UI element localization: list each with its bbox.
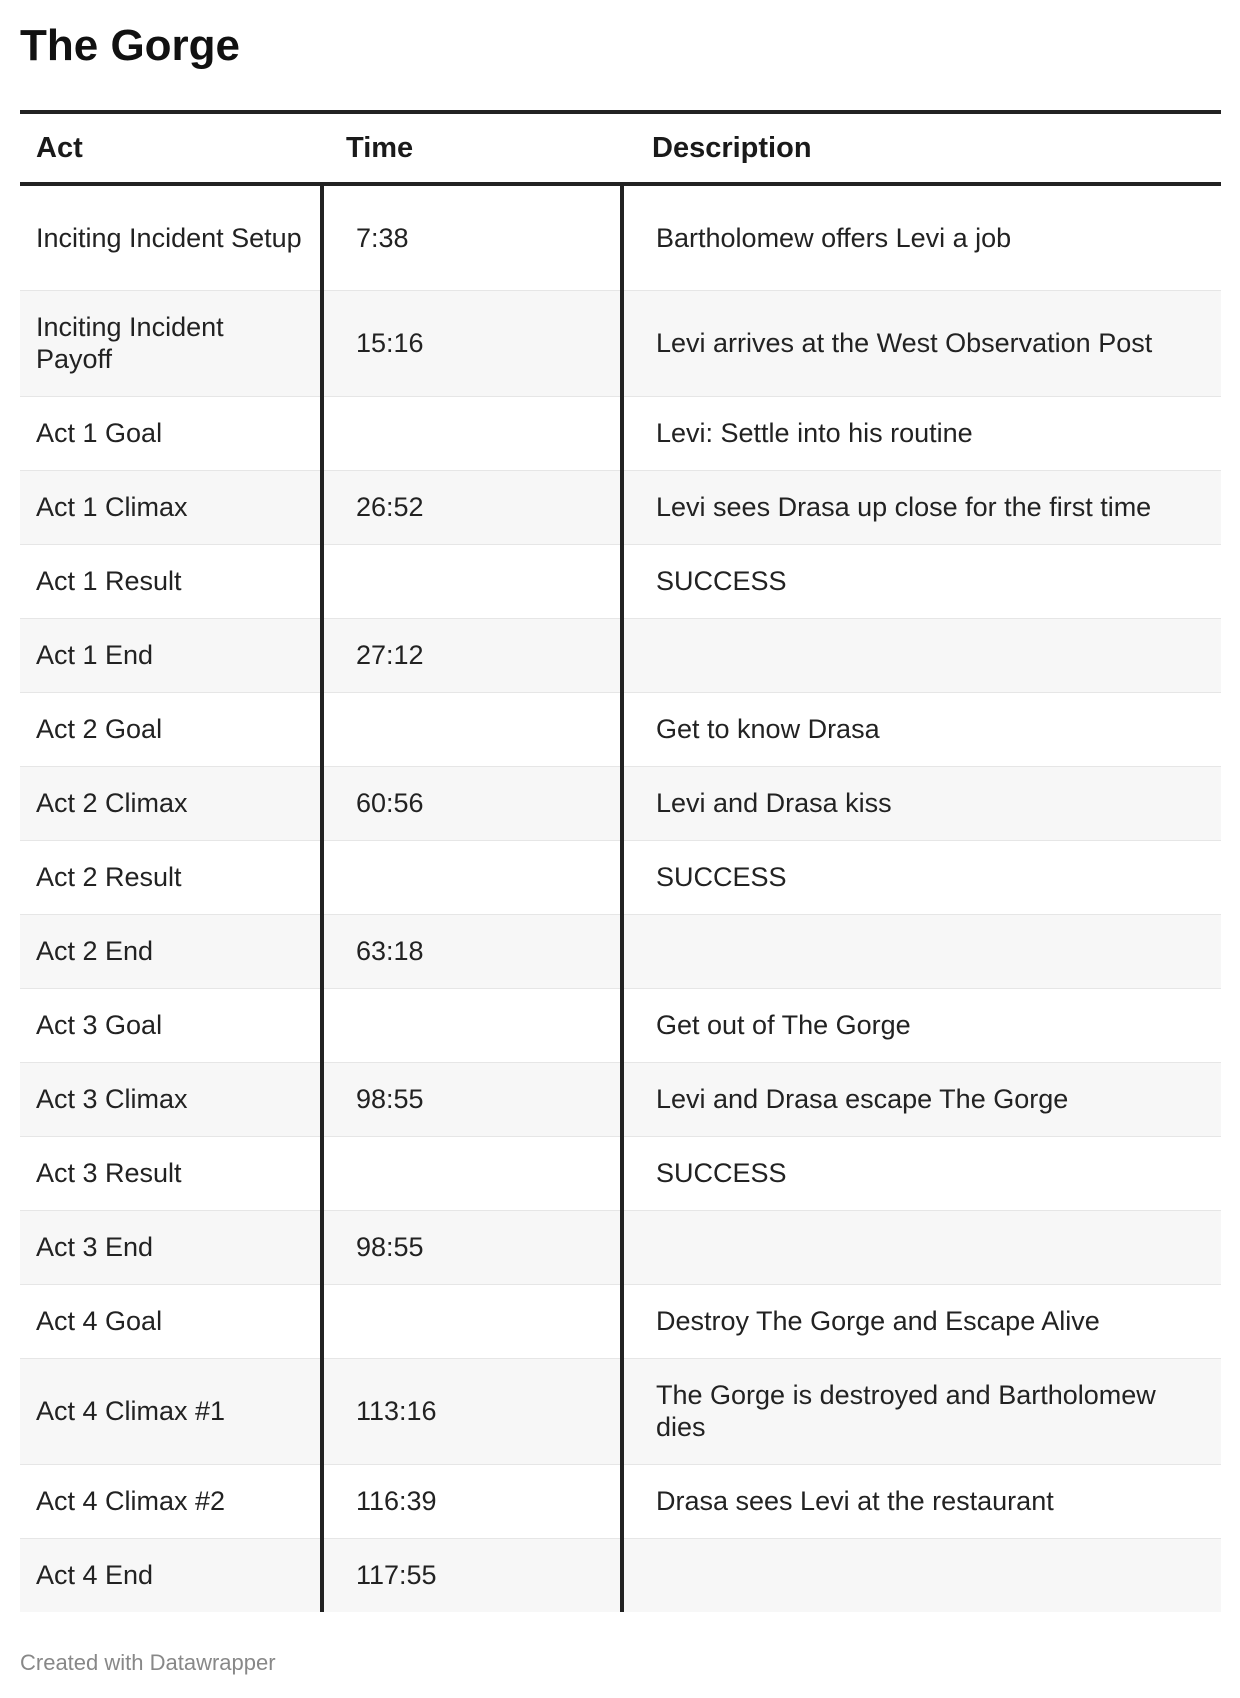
cell-time — [322, 988, 622, 1062]
table-row — [20, 1210, 1221, 1284]
cell-act: Inciting Incident Setup — [20, 184, 322, 290]
cell-description: Levi arrives at the West Observation Post — [622, 290, 1221, 396]
table-row — [20, 1062, 1221, 1136]
acts-table — [20, 110, 1221, 1612]
table-row — [20, 914, 1221, 988]
cell-time: 98:55 — [322, 1062, 622, 1136]
cell-time — [322, 1136, 622, 1210]
table-row — [20, 1284, 1221, 1358]
cell-description: Levi: Settle into his routine — [622, 396, 1221, 470]
cell-act: Act 3 Climax — [20, 1062, 322, 1136]
cell-description — [622, 618, 1221, 692]
cell-description: Get to know Drasa — [622, 692, 1221, 766]
cell-act: Act 1 Result — [20, 544, 322, 618]
cell-act: Act 4 Goal — [20, 1284, 322, 1358]
cell-description: Levi and Drasa escape The Gorge — [622, 1062, 1221, 1136]
cell-act: Act 4 End — [20, 1538, 322, 1612]
cell-description — [622, 1538, 1221, 1612]
cell-time: 98:55 — [322, 1210, 622, 1284]
cell-act: Act 3 Goal — [20, 988, 322, 1062]
table-row — [20, 1538, 1221, 1612]
cell-time — [322, 1284, 622, 1358]
table-body — [20, 184, 1221, 1612]
table-row — [20, 290, 1221, 396]
cell-description: Get out of The Gorge — [622, 988, 1221, 1062]
cell-time: 60:56 — [322, 766, 622, 840]
table-row — [20, 988, 1221, 1062]
table-row — [20, 396, 1221, 470]
cell-description: SUCCESS — [622, 544, 1221, 618]
table-row — [20, 1464, 1221, 1538]
cell-time: 27:12 — [322, 618, 622, 692]
footer-credit: Created with Datawrapper — [20, 1650, 276, 1675]
cell-description: Drasa sees Levi at the restaurant — [622, 1464, 1221, 1538]
table-row — [20, 1136, 1221, 1210]
table-row — [20, 470, 1221, 544]
cell-time: 117:55 — [322, 1538, 622, 1612]
cell-description: The Gorge is destroyed and Bartholomew dies — [622, 1358, 1221, 1464]
cell-description: Levi and Drasa kiss — [622, 766, 1221, 840]
cell-act: Act 4 Climax #1 — [20, 1358, 322, 1464]
cell-time — [322, 396, 622, 470]
cell-act: Act 2 End — [20, 914, 322, 988]
cell-description: Bartholomew offers Levi a job — [622, 184, 1221, 290]
cell-act: Act 2 Goal — [20, 692, 322, 766]
column-header-act: Act — [20, 112, 322, 184]
cell-act: Act 4 Climax #2 — [20, 1464, 322, 1538]
cell-time: 7:38 — [322, 184, 622, 290]
cell-time — [322, 840, 622, 914]
cell-act: Inciting Incident Payoff — [20, 290, 322, 396]
cell-act: Act 1 End — [20, 618, 322, 692]
cell-act: Act 1 Climax — [20, 470, 322, 544]
cell-time — [322, 692, 622, 766]
cell-act: Act 3 End — [20, 1210, 322, 1284]
table-row — [20, 840, 1221, 914]
page-title: The Gorge — [20, 21, 241, 70]
column-header-time: Time — [322, 112, 622, 184]
table-row — [20, 184, 1221, 290]
cell-description: SUCCESS — [622, 1136, 1221, 1210]
cell-act: Act 1 Goal — [20, 396, 322, 470]
cell-time: 116:39 — [322, 1464, 622, 1538]
table-row — [20, 692, 1221, 766]
cell-act: Act 3 Result — [20, 1136, 322, 1210]
cell-description — [622, 1210, 1221, 1284]
table-row — [20, 766, 1221, 840]
cell-description: Destroy The Gorge and Escape Alive — [622, 1284, 1221, 1358]
table-row — [20, 544, 1221, 618]
cell-time: 113:16 — [322, 1358, 622, 1464]
cell-description: SUCCESS — [622, 840, 1221, 914]
cell-act: Act 2 Climax — [20, 766, 322, 840]
table-header — [20, 112, 1221, 184]
table-row — [20, 1358, 1221, 1464]
cell-time: 26:52 — [322, 470, 622, 544]
cell-act: Act 2 Result — [20, 840, 322, 914]
cell-time — [322, 544, 622, 618]
table-row — [20, 618, 1221, 692]
cell-time: 15:16 — [322, 290, 622, 396]
cell-time: 63:18 — [322, 914, 622, 988]
column-header-description: Description — [622, 112, 1221, 184]
cell-description — [622, 914, 1221, 988]
cell-description: Levi sees Drasa up close for the first time — [622, 470, 1221, 544]
